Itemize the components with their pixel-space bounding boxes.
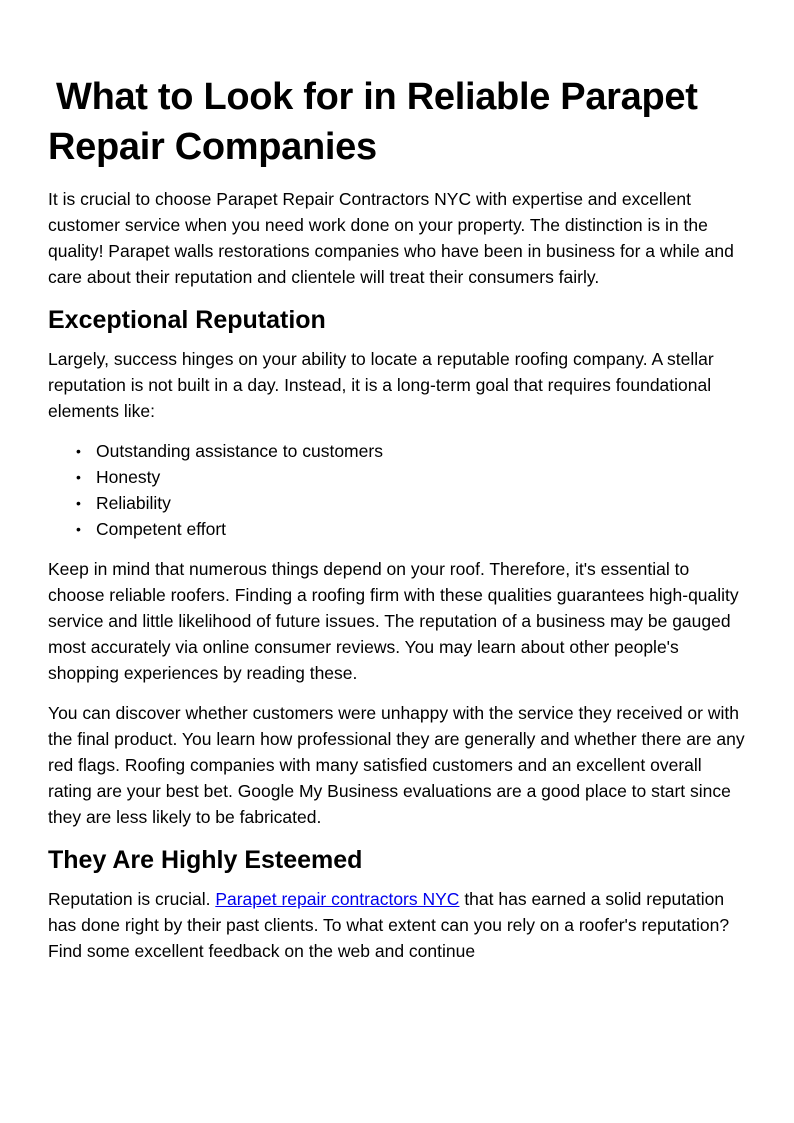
qualities-list [48, 438, 748, 542]
intro-paragraph: It is crucial to choose Parapet Repair Contractors NYC with expertise and excellent customer service when you need work done on your property. The distinction is in the quality! Parapet walls restorations companies who have been in business for a while and care about their reputation and clientele will treat their consumers fairly. [48, 189, 734, 287]
esteemed-text-before: Reputation is crucial. [48, 889, 216, 909]
reputation-paragraph-3: You can discover whether customers were unhappy with the service they received or with the final product. You learn how professional they are generally and whether there are any red flags. Roofing companies with many satisfied customers and an excellent overall rating are your best bet. Google My Business evaluations are a good place to start since they are less likely to be fabricated. [48, 703, 745, 827]
section-heading-reputation: Exceptional Reputation [48, 306, 326, 334]
bullet-icon: • [76, 469, 81, 485]
esteemed-text-after: that has earned a solid reputation has done right by their past clients. To what extent can you rely on a roofer's reputation? Find some excellent feedback on the web and continue [48, 889, 730, 961]
bullet-icon: • [76, 495, 81, 511]
bullet-icon: • [76, 521, 81, 537]
list-item-text: Outstanding assistance to customers [96, 441, 383, 461]
reputation-paragraph-1: Largely, success hinges on your ability to locate a reputable roofing company. A stellar reputation is not built in a day. Instead, it is a long-term goal that requires foundational elements like: [48, 349, 714, 421]
esteemed-paragraph-1 [48, 886, 748, 964]
list-item [76, 516, 748, 542]
list-item-text: Honesty [96, 467, 161, 487]
list-item-text: Competent effort [96, 519, 227, 539]
contractors-link[interactable]: Parapet repair contractors NYC [215, 889, 460, 909]
list-item [76, 490, 748, 516]
bullet-icon: • [76, 443, 81, 459]
page-title-text: What to Look for in Reliable Parapet Repair Companies [48, 76, 698, 168]
section-heading-esteemed: They Are Highly Esteemed [48, 846, 363, 874]
list-item-text: Reliability [96, 493, 171, 513]
reputation-paragraph-2: Keep in mind that numerous things depend on your roof. Therefore, it's essential to choose reliable roofers. Finding a roofing firm with these qualities guarantees high-quality service and little likelihood of future issues. The reputation of a business may be gauged most accurately via online consumer reviews. You may learn about other people's shopping experiences by reading these. [48, 559, 739, 683]
list-item [76, 464, 748, 490]
document-page [48, 72, 748, 978]
list-item [76, 438, 748, 464]
page-title [48, 72, 748, 172]
